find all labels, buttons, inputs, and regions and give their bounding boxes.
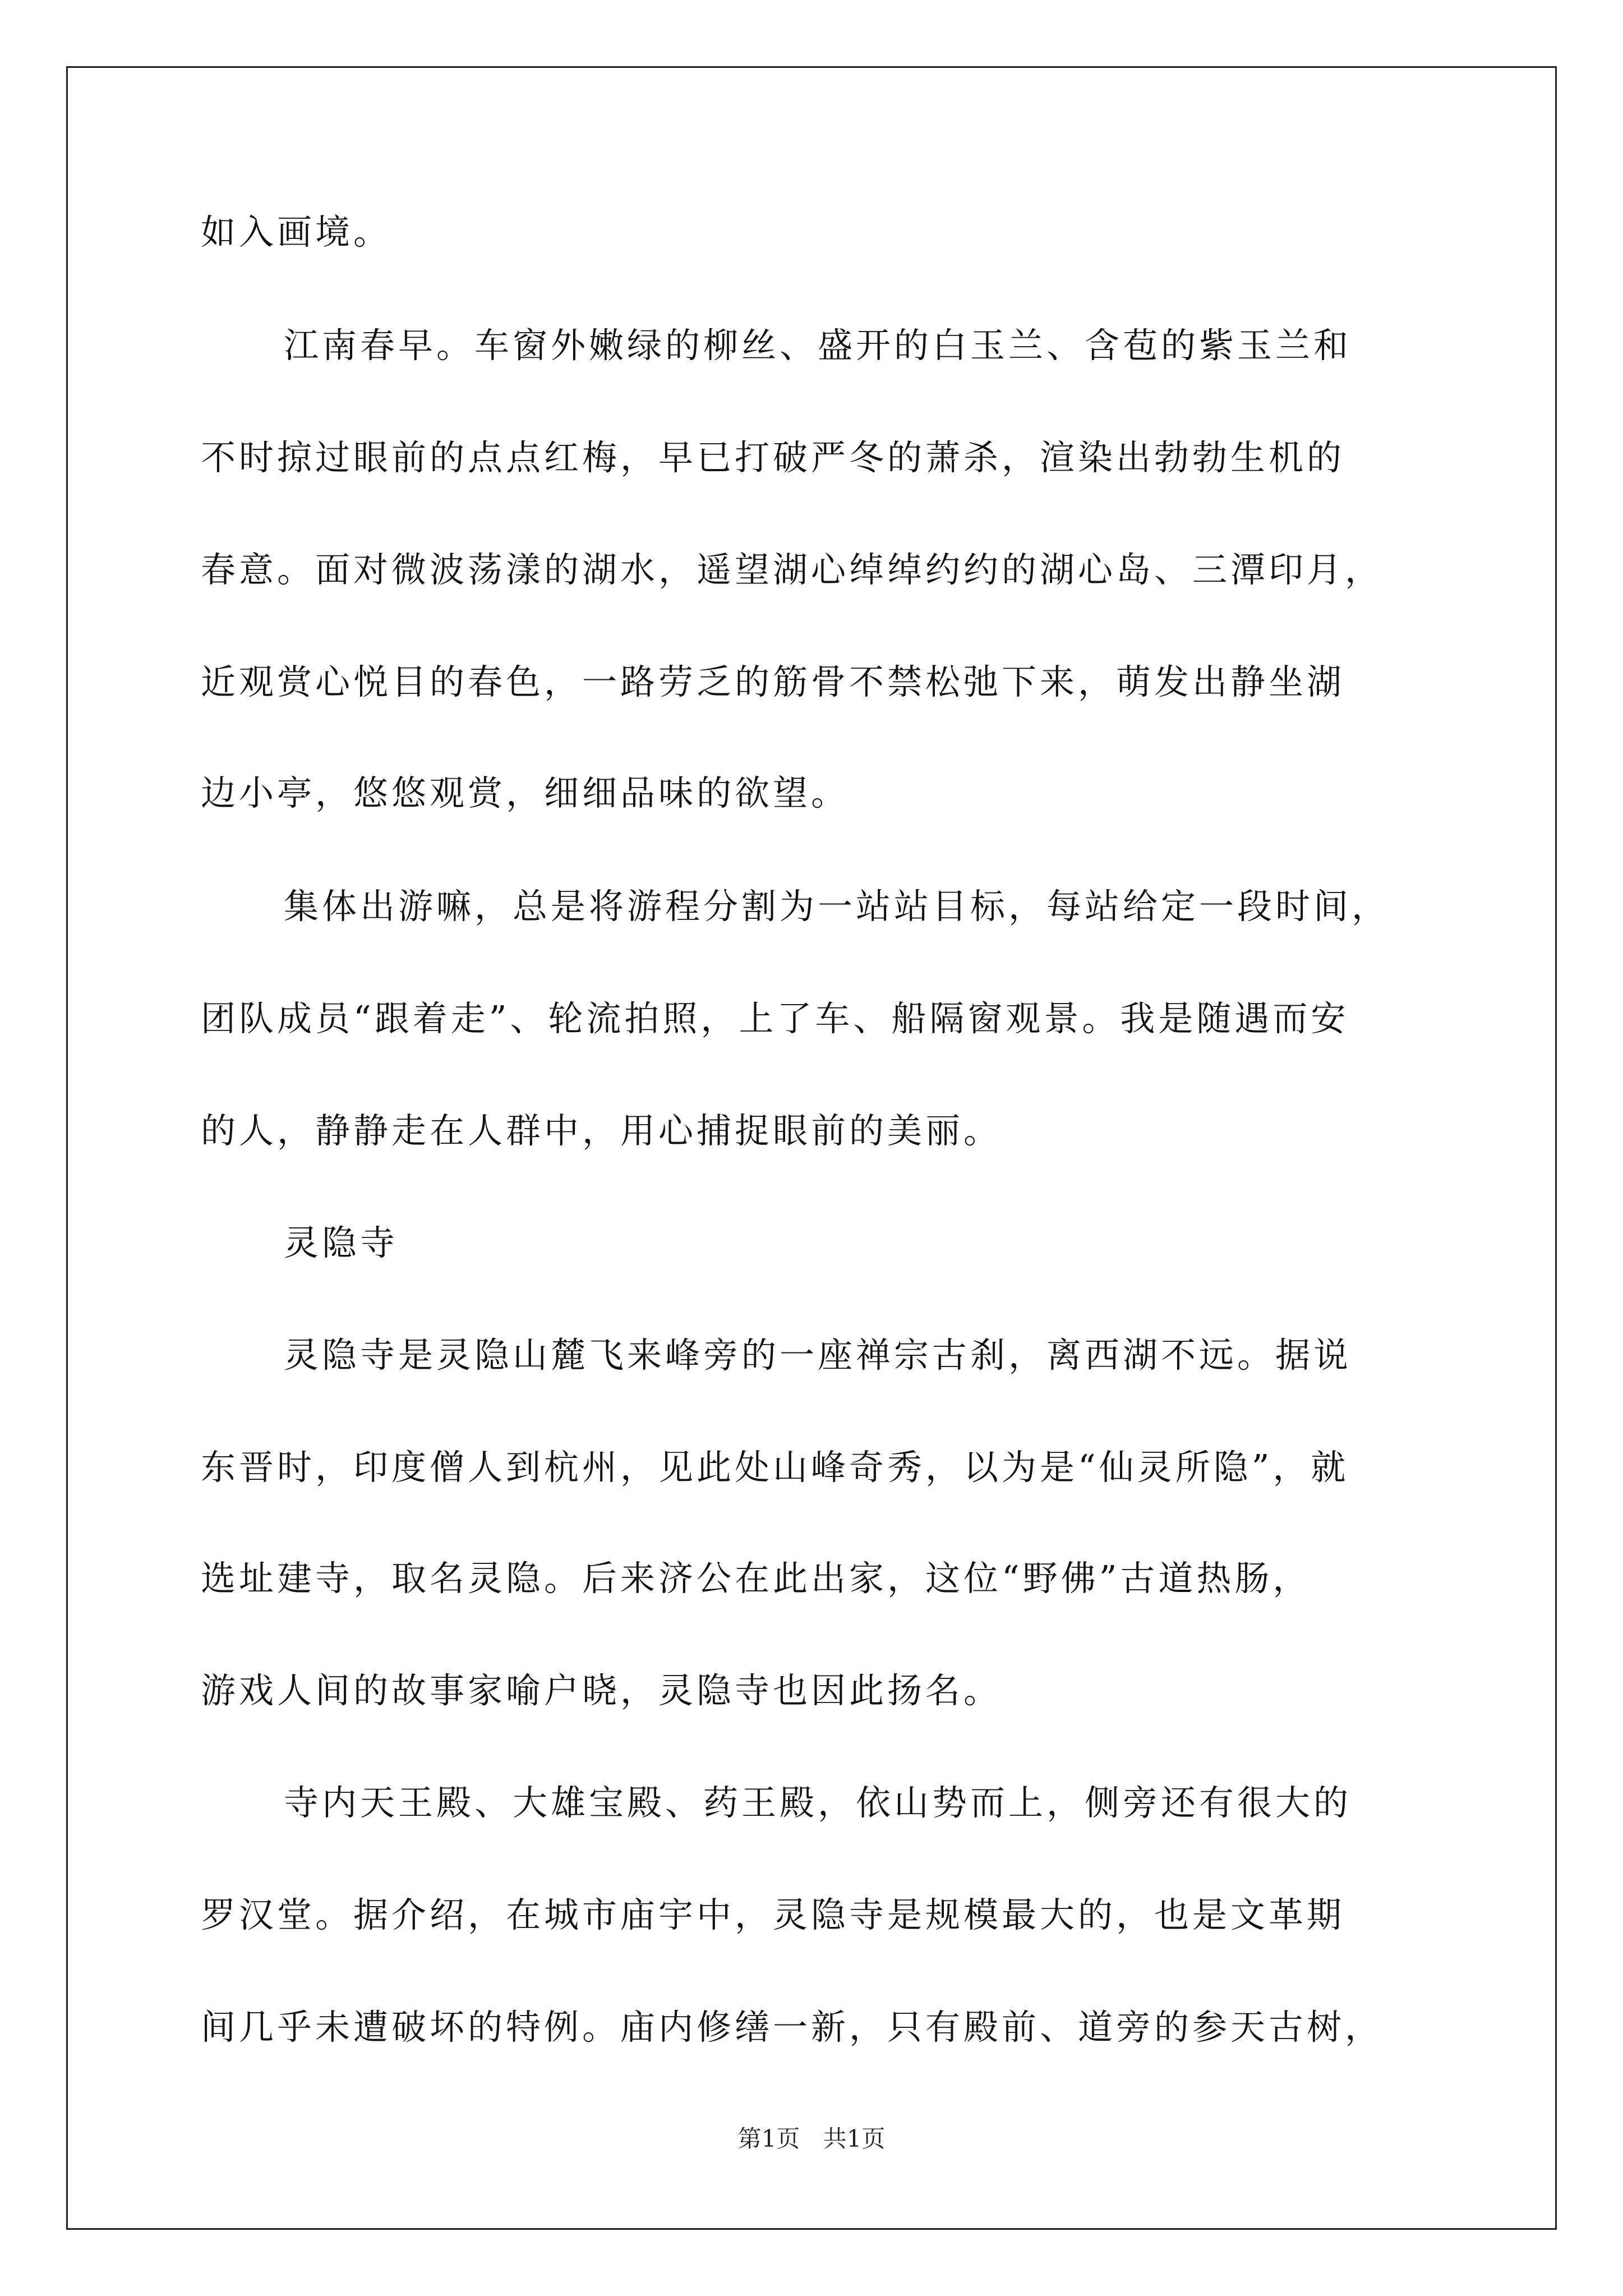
text-line: 选址建寺，取名灵隐。后来济公在此出家，这位“野佛”古道热肠，	[201, 1558, 1311, 1599]
text-line: 团队成员“跟着走”、轮流拍照，上了车、船隔窗观景。我是随遇而安	[201, 998, 1349, 1039]
text-line: 边小亭，悠悠观赏，细细品味的欲望。	[201, 772, 850, 813]
page-number: 第1页	[737, 2125, 800, 2152]
page-total: 共1页	[823, 2125, 886, 2152]
text-line: 灵隐寺是灵隐山麓飞来峰旁的一座禅宗古刹，离西湖不远。据说	[284, 1335, 1352, 1375]
text-line: 的人，静静走在人群中，用心捕捉眼前的美丽。	[201, 1110, 1002, 1151]
text-line: 近观赏心悦目的春色，一路劳乏的筋骨不禁松弛下来，萌发出静坐湖	[201, 661, 1345, 702]
section-heading: 灵隐寺	[284, 1222, 399, 1263]
text-line: 游戏人间的故事家喻户晓，灵隐寺也因此扬名。	[201, 1670, 1002, 1711]
text-line: 罗汉堂。据介绍，在城市庙宇中，灵隐寺是规模最大的，也是文革期	[201, 1894, 1345, 1935]
text-line: 不时掠过眼前的点点红梅，早已打破严冬的萧杀，渲染出勃勃生机的	[201, 437, 1345, 478]
text-line: 春意。面对微波荡漾的湖水，遥望湖心绰绰约约的湖心岛、三潭印月，	[201, 549, 1384, 590]
text-line: 江南春早。车窗外嫩绿的柳丝、盛开的白玉兰、含苞的紫玉兰和	[284, 325, 1352, 366]
page-footer	[0, 2125, 1623, 2153]
text-line: 寺内天王殿、大雄宝殿、药王殿，依山势而上，侧旁还有很大的	[284, 1782, 1352, 1823]
text-line: 集体出游嘛，总是将游程分割为一站站目标，每站给定一段时间，	[284, 886, 1390, 927]
text-line: 如入画境。	[201, 211, 392, 252]
text-line: 东晋时，印度僧人到杭州，见此处山峰奇秀，以为是“仙灵所隐”，就	[201, 1447, 1349, 1488]
text-line: 间几乎未遭破坏的特例。庙内修缮一新，只有殿前、道旁的参天古树，	[201, 2007, 1384, 2047]
